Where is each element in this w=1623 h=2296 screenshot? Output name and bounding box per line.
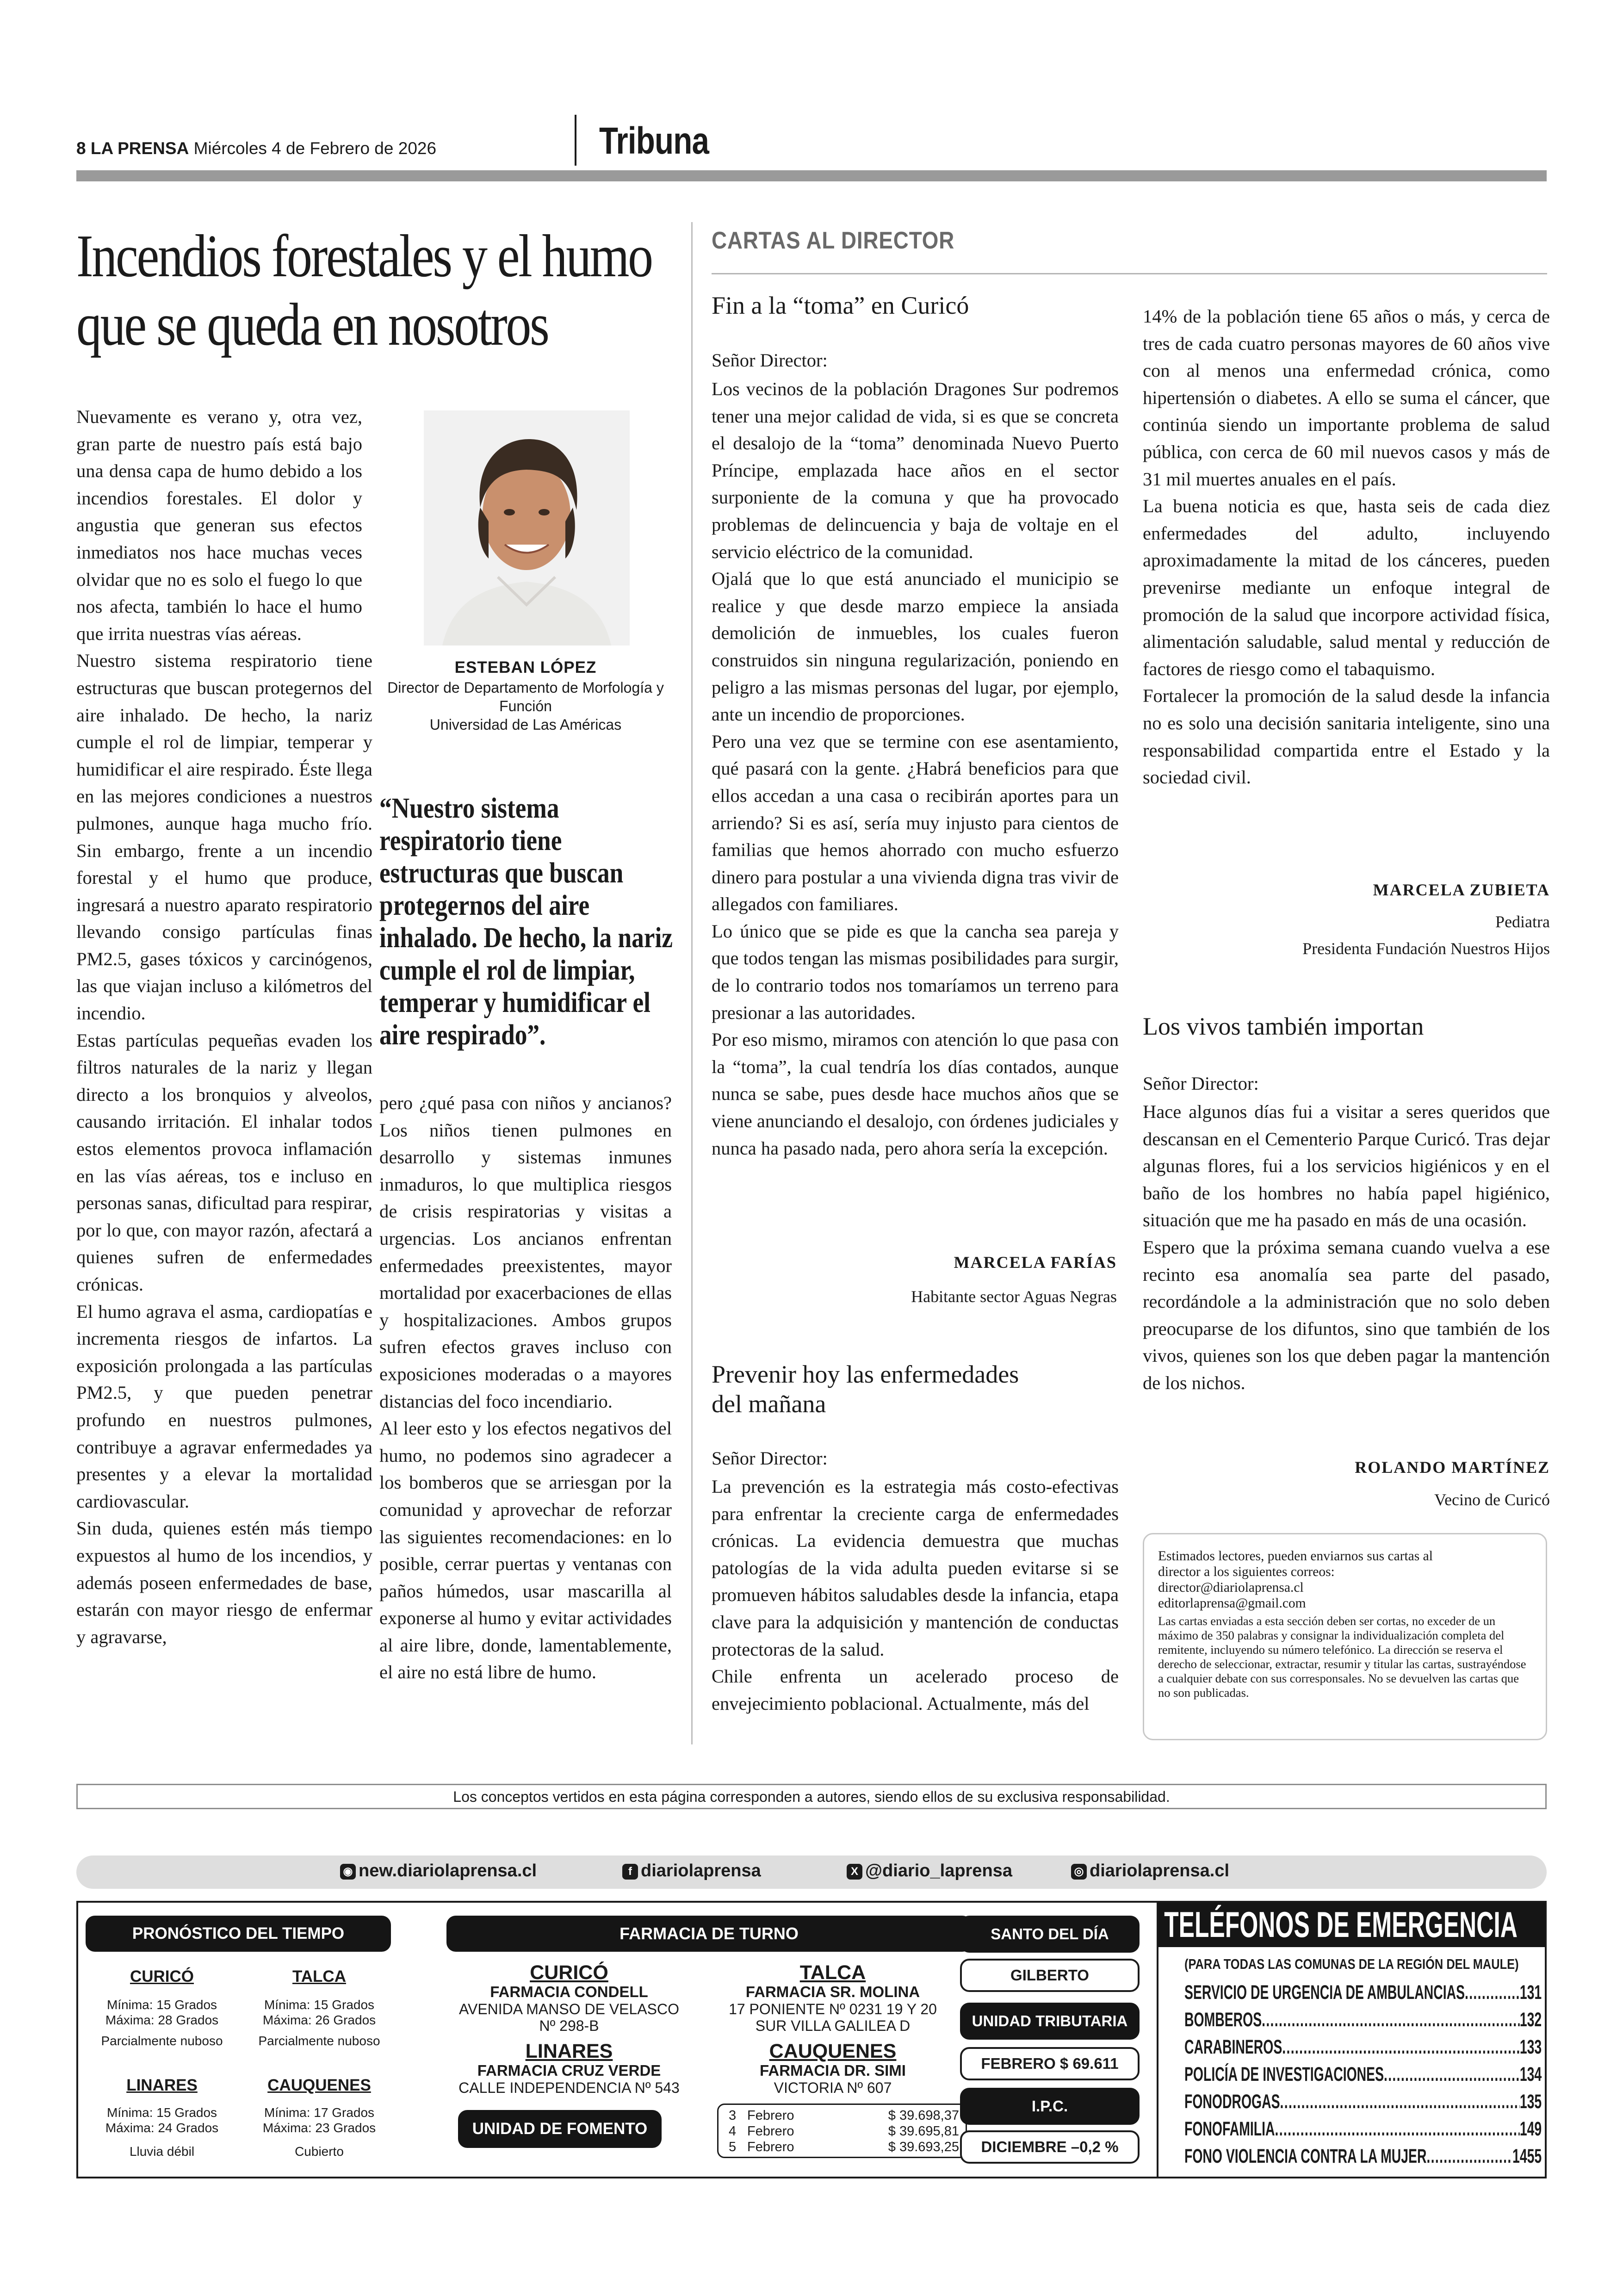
santo-name: GILBERTO (960, 1959, 1140, 1992)
pharmacy-title: FARMACIA DE TURNO (446, 1916, 972, 1952)
letter-paragraph: Hace algunos días fui a visitar a seres queridos que descansan en el Cementerio Parque Curicó. Tras dejar algunas flores, fui a los servicios higiénicos y en el baño de los hombres no había papel higiénico, situación que me ha pasado en más de una ocasión. (1143, 1101, 1550, 1231)
emergency-number[interactable]: 135 (1519, 2091, 1542, 2113)
emergency-label: CARABINEROS (1184, 2036, 1282, 2058)
letter-signer-role (1143, 908, 1550, 962)
x-icon: X (847, 1864, 862, 1880)
pharmacy-city: TALCA (799, 1961, 866, 1984)
instagram-icon: ◎ (1071, 1864, 1087, 1880)
weather-max: Máxima: 24 Grados (105, 2121, 219, 2135)
weather-min: Mínima: 15 Grados (106, 2105, 217, 2120)
letter-signature: MARCELA FARÍAS (954, 1253, 1117, 1272)
header-bar (76, 170, 1547, 181)
paper-name: LA PRENSA (90, 139, 189, 158)
facebook-text: diariolaprensa (641, 1861, 761, 1880)
pharmacy-name: FARMACIA CONDELL (490, 1983, 648, 2000)
disclaimer: Los conceptos vertidos en esta página corresponden a autores, siendo ellos de su exclusiva responsabilidad. (76, 1784, 1547, 1809)
letters-section-title: CARTAS AL DIRECTOR (712, 227, 955, 254)
letter-body (712, 376, 1119, 1162)
emergency-label: FONOFAMILIA (1184, 2118, 1275, 2140)
pharmacy-address: SUR VILLA GALILEA D (755, 2017, 911, 2034)
emergency-item (1184, 1981, 1542, 2004)
emergency-number[interactable]: 1455 (1512, 2145, 1542, 2167)
section-title: Tribuna (599, 120, 709, 162)
emergency-item (1184, 2063, 1542, 2086)
header-divider (575, 115, 576, 166)
social-bar (76, 1855, 1547, 1889)
pharmacy-city: LINARES (525, 2040, 613, 2062)
letter-title (712, 1359, 1119, 1419)
pharmacy-address: CALLE INDEPENDENCIA Nº 543 (458, 2079, 680, 2096)
email-link[interactable]: director@diariolaprensa.cl (1158, 1580, 1304, 1595)
weather-city (86, 1967, 238, 2048)
emergency-label: SERVICIO DE URGENCIA DE AMBULANCIAS (1184, 1981, 1465, 2004)
article-title-line: que se queda en nosotros (76, 291, 548, 358)
letter-signer-role: Habitante sector Aguas Negras (911, 1287, 1117, 1306)
issue-date: Miércoles 4 de Febrero de 2026 (193, 139, 437, 158)
letter-salutation: Señor Director: (1143, 1073, 1259, 1094)
emergency-item (1184, 2091, 1542, 2113)
letter-paragraph: Fortalecer la promoción de la salud desde la infancia no es solo una decisión sanitaria inteligente, sino una responsabilidad compartida entre el Estado y la sociedad civil. (1143, 685, 1550, 788)
uf-row (729, 2123, 959, 2139)
article-column-2 (379, 1090, 672, 1686)
uf-month: Febrero (747, 2124, 794, 2139)
letter-paragraph: Lo único que se pide es que la cancha sea pareja y que todos tengan las mismas posibilidades para surgir, de lo contrario todos nos tomaríamos un terreno para presionar a las autoridades. (712, 920, 1119, 1023)
letter-signature: ROLANDO MARTÍNEZ (1355, 1458, 1550, 1477)
utm-title: UNIDAD TRIBUTARIA (960, 2003, 1140, 2040)
pharmacy-name: FARMACIA DR. SIMI (760, 2062, 906, 2079)
article-paragraph: Al leer esto y los efectos negativos del humo, no podemos sino agradecer a los bomberos que se arriesgan por la comunidad y aprovechar de reforzar las siguientes recomendaciones: en lo posible, cerrar puertas y ventanas con paños húmedos, usar mascarilla al exponerse al humo y evitar actividades al aire libre, donde, lamentablemente, el aire no está libre de humo. (379, 1418, 672, 1683)
info-rules: Las cartas enviadas a esta sección deben ser cortas, no exceder de un máximo de 350 palabras y consignar la individualización completa del remitente, incluyendo su número telefónico. La dirección se reserva el derecho de seleccionar, extractar, resumir y titular las cartas, sustrayéndose a cualquier debate con sus corresponsales. No se devuelven las cartas que no son publicadas. (1158, 1614, 1526, 1700)
letter-body (712, 1473, 1119, 1717)
pharmacy-entry (444, 2041, 694, 2096)
uf-row (729, 2139, 959, 2155)
author-role (384, 678, 667, 734)
uf-day: 5 (729, 2140, 737, 2154)
weather-city-name: CURICÓ (130, 1967, 194, 1986)
emergency-number[interactable]: 134 (1519, 2063, 1542, 2085)
pull-quote: “Nuestro sistema respiratorio tiene estructuras que buscan protegernos del aire inhalado. De hecho, la nariz cumple el rol de limpiar, temperar y humidificar el aire respirado”. (379, 793, 673, 1051)
letters-rule (712, 273, 1547, 274)
letter-paragraph: 14% de la población tiene 65 años o más, y cerca de tres de cada cuatro personas mayores de 60 años vive con al menos una enfermedad crónica, como hipertensión o diabetes. A ello se suma el cáncer, que continúa siendo un importante problema de salud pública, con cerca de 60 mil nuevos casos y más de 31 mil muertes anuales en el país. (1143, 306, 1550, 490)
pharmacy-city: CAUQUENES (769, 2040, 897, 2062)
ipc-title: I.P.C. (960, 2088, 1140, 2125)
author-role-line: Director de Departamento de Morfología y (387, 679, 664, 696)
emergency-label: POLICÍA DE INVESTIGACIONES (1184, 2063, 1384, 2085)
uf-month: Febrero (747, 2140, 794, 2154)
weather-max: Máxima: 23 Grados (262, 2121, 376, 2135)
page-header (76, 139, 436, 158)
emergency-title-text: TELÉFONOS DE EMERGENCIA (1164, 1904, 1518, 1945)
instagram-text: diariolaprensa.cl (1090, 1861, 1230, 1880)
pharmacy-city: CURICÓ (530, 1961, 608, 1984)
weather-desc: Parcialmente nuboso (258, 2034, 380, 2048)
uf-day: 4 (729, 2124, 737, 2139)
weather-title: PRONÓSTICO DEL TIEMPO (86, 1916, 391, 1952)
weather-city-name: TALCA (292, 1967, 346, 1986)
author-role-line: Función (499, 698, 552, 714)
facebook-icon: f (622, 1864, 638, 1880)
info-text: director a los siguientes correos: (1158, 1564, 1335, 1579)
weather-city (241, 1967, 398, 2048)
emergency-item (1184, 2009, 1542, 2031)
letter-paragraph: Por eso mismo, miramos con atención lo que pasa con la “toma”, la cual tendría los días contados, aunque nunca se sabe, pues desde hace muchos años que se viene anunciando el desalojo, con órdenes judiciales y nunca ha pasado nada, pero ahora sería la excepción. (712, 1029, 1119, 1159)
weather-city-name: CAUQUENES (267, 2076, 371, 2094)
pharmacy-name: FARMACIA CRUZ VERDE (477, 2062, 661, 2079)
article-paragraph: pero ¿qué pasa con niños y ancianos? Los niños tienen pulmones en desarrollo y sistemas inmunes inmaduros, lo que multiplica riesgos de crisis respiratorias y visitas a urgencias. Los ancianos enfrentan enfermedades preexistentes, mayor mortalidad por exacerbaciones de ellas y hospitalizaciones. Ambos grupos sufren efectos graves incluso con exposiciones moderadas o a mayores distancias del foco incendiario. (379, 1092, 672, 1412)
letter-body (1143, 1098, 1550, 1397)
letter-title: Fin a la “toma” en Curicó (712, 292, 969, 319)
weather-min: Mínima: 15 Grados (106, 1998, 217, 2012)
facebook-link[interactable] (622, 1861, 761, 1881)
letter-paragraph: Chile enfrenta un acelerado proceso de envejecimiento poblacional. Actualmente, más del (712, 1666, 1119, 1714)
article-paragraph: Nuevamente es verano y, otra vez, gran parte de nuestro país está bajo una densa capa de humo debido a los incendios forestales. El dolor y angustia que generan sus efectos inmediatos nos hace muchas veces olvidar que no es solo el fuego lo que nos afecta, también lo hace el humo que irrita nuestras vías aéreas. (76, 406, 362, 644)
emergency-item (1184, 2145, 1542, 2168)
article-paragraph: Estas partículas pequeñas evaden los filtros naturales de la nariz y llegan directo a los bronquios y alveolos, causando irritación. El inhalar todos estos elementos provoca inflamación en las vías aéreas, tos e incluso en personas sanas, dificultad para respirar, por lo que, con mayor razón, afectará a quienes sufren de enfermedades crónicas. (76, 1030, 372, 1295)
uf-month: Febrero (747, 2108, 794, 2123)
letter-salutation: Señor Director: (712, 350, 828, 371)
weather-desc: Parcialmente nuboso (101, 2034, 223, 2048)
uf-value: $ 39.693,25 (888, 2140, 959, 2154)
email-link[interactable]: editorlaprensa@gmail.com (1158, 1596, 1306, 1611)
info-text: Estimados lectores, pueden enviarnos sus cartas al (1158, 1549, 1433, 1564)
letter-body-continued (1143, 303, 1550, 791)
website-text: new.diariolaprensa.cl (359, 1861, 537, 1880)
signer-role-line: Pediatra (1495, 912, 1550, 931)
weather-city-name: LINARES (126, 2076, 198, 2094)
uf-title: UNIDAD DE FOMENTO (458, 2110, 662, 2148)
uf-row (729, 2108, 959, 2123)
letter-salutation: Señor Director: (712, 1448, 828, 1469)
pharmacy-entry (694, 2041, 972, 2096)
author-photo (424, 410, 630, 645)
emergency-label: BOMBEROS (1184, 2009, 1262, 2031)
letter-paragraph: Ojalá que lo que está anunciado el municipio se realice y que desde marzo empiece la ansiada demolición de inmuebles, los cuales fueron construidos sin ninguna regularización, poniendo en peligro a las mismas personas del lugar, por ejemplo, ante un incendio de proporciones. (712, 568, 1119, 725)
emergency-item (1184, 2118, 1542, 2141)
website-link[interactable] (340, 1861, 537, 1881)
pharmacy-address: 17 PONIENTE Nº 0231 19 Y 20 (729, 2001, 937, 2017)
letter-title-line: del mañana (712, 1390, 826, 1418)
pharmacy-entry (444, 1962, 694, 2034)
column-divider (691, 222, 693, 1744)
article-column-1 (76, 403, 372, 1651)
emergency-label: FONO VIOLENCIA CONTRA LA MUJER (1184, 2145, 1427, 2167)
pharmacy-address: Nº 298-B (539, 2017, 599, 2034)
pharmacy-entry (694, 1962, 972, 2034)
santo-title: SANTO DEL DÍA (960, 1916, 1140, 1953)
article-paragraph: El humo agrava el asma, cardiopatías e incrementa riesgos de infartos. La exposición prolongada a las partículas PM2.5, y que pueden penetrar profundo en nuestros pulmones, contribuye a agravar enfermedades ya presentes y a elevar la mortalidad cardiovascular. (76, 1301, 372, 1512)
weather-desc: Cubierto (295, 2144, 344, 2159)
weather-min: Mínima: 15 Grados (264, 1998, 375, 2012)
article-paragraph: Sin duda, quienes estén más tiempo expuestos al humo de los incendios, y además poseen enfermedades de base, estarán con mayor riesgo de enfermar y agravarse, (76, 1518, 372, 1647)
emergency-label: FONODROGAS (1184, 2091, 1280, 2113)
emergency-item (1184, 2036, 1542, 2059)
letter-paragraph: La prevención es la estrategia más costo-efectivas para enfrentar la creciente carga de enfermedades crónicas. La evidencia demuestra que muchas patologías de la vida adulta pueden evitarse si se promueven hábitos saludables desde la infancia, etapa clave para la adquisición y mantención de conductas protectoras de la salud. (712, 1476, 1119, 1660)
pharmacy-name: FARMACIA SR. MOLINA (745, 1983, 920, 2000)
weather-min: Mínima: 17 Grados (264, 2105, 375, 2120)
x-text: @diario_laprensa (865, 1861, 1012, 1880)
uf-value: $ 39.695,81 (888, 2124, 959, 2139)
letter-title-line: Prevenir hoy las enfermedades (712, 1360, 1019, 1388)
emergency-subtitle: (PARA TODAS LAS COMUNAS DE LA REGIÓN DEL MAULE) (1184, 1956, 1519, 1972)
emergency-number[interactable]: 131 (1519, 1981, 1542, 2004)
letter-paragraph: Los vecinos de la población Dragones Sur podremos tener una mejor calidad de vida, si es que se concreta el desalojo de la “toma” denominada Nuevo Puerto Príncipe, emplazada hace años en el sector surponiente de la comuna y que ha provocado problemas de delincuencia y baja de voltaje en el servicio eléctrico de la comunidad. (712, 379, 1119, 562)
emergency-number[interactable]: 133 (1519, 2036, 1542, 2058)
article-title-line: Incendios forestales y el humo (76, 223, 652, 290)
weather-max: Máxima: 28 Grados (105, 2013, 219, 2027)
weather-city (86, 2076, 238, 2159)
uf-table (717, 2104, 967, 2158)
article-paragraph: Nuestro sistema respiratorio tiene estructuras que buscan protegernos del aire inhalado. De hecho, la nariz cumple el rol de limpiar, temperar y humidificar el aire respirado. Éste llega en las mejores condiciones a nuestros pulmones, aunque haga mucho frío. Sin embargo, frente a un incendio forestal y el humo que produce, ingresará a nuestro aparato respiratorio llevando consigo partículas finas PM2.5, gases tóxicos y carcinógenos, las que viajan incluso a kilómetros del incendio. (76, 650, 372, 1024)
letter-paragraph: La buena noticia es que, hasta seis de cada diez enfermedades del adulto, incluyendo aproximadamente la mitad de los cánceres, pueden prevenirse mediante un enfoque integral de promoción de la salud que incorpore actividad física, alimentación saludable, salud mental y reducción de factores de riesgo como el tabaquismo. (1143, 496, 1550, 679)
author-role-line: Universidad de Las Américas (429, 716, 622, 733)
globe-icon: ◉ (340, 1864, 356, 1880)
pharmacy-address: VICTORIA Nº 607 (774, 2079, 892, 2096)
article-title (76, 222, 698, 359)
author-portrait-icon (424, 410, 630, 645)
instagram-link[interactable] (1071, 1861, 1229, 1881)
letter-paragraph: Pero una vez que se termine con ese asentamiento, qué pasará con la gente. ¿Habrá beneficios para que ellos accedan a una casa o recibirán aportes para un arriendo? Si es así, sería muy injusto para cientos de familias que hemos ahorrado con mucho esfuerzo dinero para postular a una vivienda digna tras vivir de allegados con familiares. (712, 731, 1119, 915)
uf-value: $ 39.698,37 (888, 2108, 959, 2123)
letter-title: Los vivos también importan (1143, 1012, 1424, 1040)
uf-day: 3 (729, 2108, 737, 2123)
weather-desc: Lluvia débil (129, 2144, 195, 2159)
letter-paragraph: Espero que la próxima semana cuando vuelva a ese recinto esa anomalía sea parte del pasado, recordándole a la administración que no solo deben preocuparse de los difuntos, sino que también de los vivos, quienes son los que deben pagar la mantención de los nichos. (1143, 1236, 1550, 1393)
weather-max: Máxima: 26 Grados (262, 2013, 376, 2027)
ipc-value: DICIEMBRE –0,2 % (960, 2130, 1140, 2164)
emergency-number[interactable]: 149 (1519, 2118, 1542, 2140)
emergency-number[interactable]: 132 (1519, 2009, 1542, 2031)
page-number: 8 (76, 139, 86, 158)
pharmacy-address: AVENIDA MANSO DE VELASCO (459, 2001, 679, 2017)
letters-info-box (1143, 1533, 1547, 1740)
utm-value: FEBRERO $ 69.611 (960, 2047, 1140, 2080)
emergency-title (1158, 1902, 1545, 1947)
author-name: ESTEBAN LÓPEZ (454, 658, 597, 676)
signer-role-line: Presidenta Fundación Nuestros Hijos (1302, 939, 1550, 958)
letter-signature: MARCELA ZUBIETA (1373, 881, 1550, 899)
weather-city (241, 2076, 398, 2159)
x-link[interactable] (847, 1861, 1012, 1881)
letter-signer-role: Vecino de Curicó (1434, 1490, 1550, 1509)
